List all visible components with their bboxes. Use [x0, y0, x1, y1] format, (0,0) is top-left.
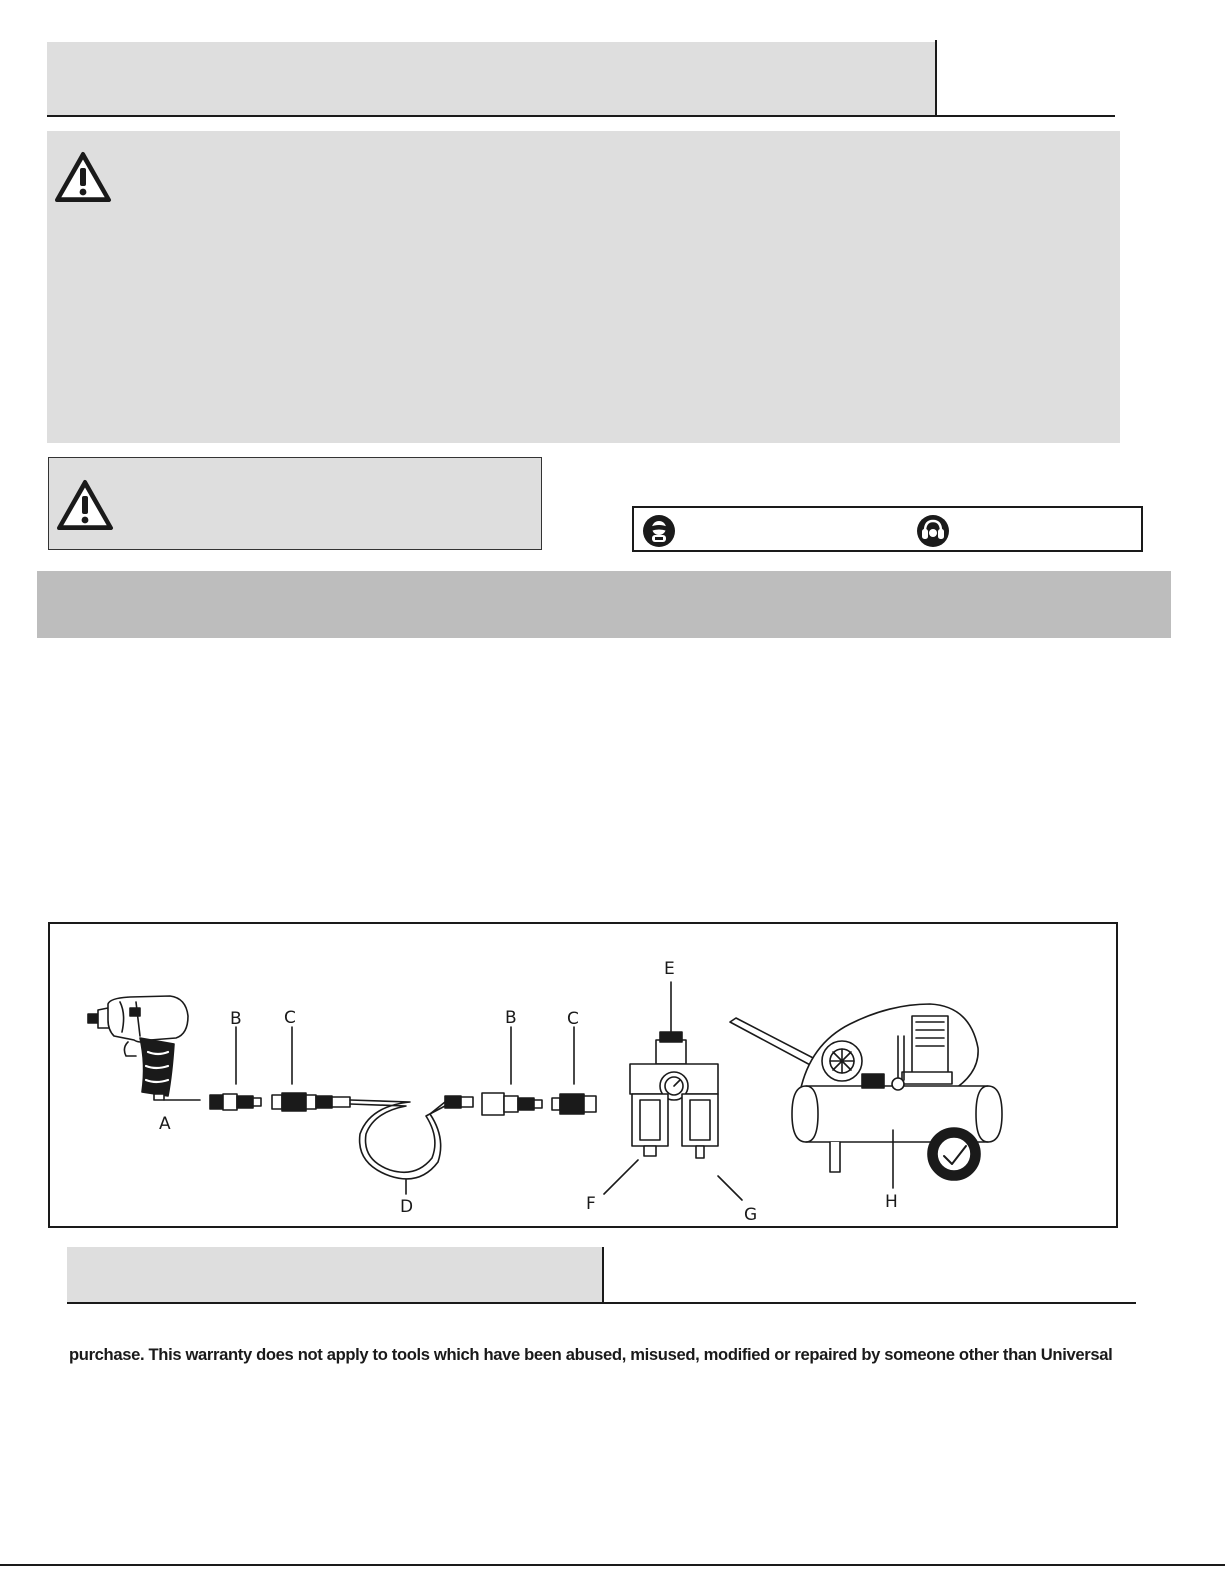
part-label-b: B: [230, 1009, 242, 1029]
header-band: [47, 42, 935, 116]
part-label-c: C: [284, 1008, 296, 1028]
part-label-a: A: [159, 1114, 171, 1134]
air-compressor-illustration: [730, 1004, 1002, 1188]
coupler-illustration: [552, 1094, 596, 1114]
ear-protection-icon: [916, 514, 950, 548]
header-divider: [935, 40, 937, 117]
impact-wrench-illustration: [88, 996, 188, 1100]
male-plug-illustration: [210, 1094, 261, 1110]
header-rule: [47, 115, 1115, 117]
warning-triangle-icon: [56, 478, 114, 532]
coupler-illustration: [272, 1093, 316, 1111]
part-label-f: F: [586, 1194, 596, 1214]
warranty-text: purchase. This warranty does not apply to tools which have been abused, misused, modified or repaired by someone other than Universal: [69, 1345, 1113, 1364]
part-label-d: D: [400, 1197, 414, 1217]
part-label-e: E: [664, 959, 675, 979]
footer-rule: [0, 1564, 1225, 1566]
part-label-h: H: [885, 1192, 898, 1212]
part-label-b: B: [505, 1008, 517, 1028]
warranty-rule: [67, 1302, 1136, 1304]
caution-box: [48, 457, 542, 550]
warning-triangle-icon: [54, 150, 112, 204]
air-hose-illustration: [316, 1096, 473, 1179]
frl-unit-illustration: [630, 1032, 718, 1158]
section-band: [37, 571, 1171, 638]
warranty-band: [67, 1247, 602, 1303]
ppe-box: [632, 506, 1143, 552]
part-label-c: C: [567, 1009, 579, 1029]
part-label-g: G: [744, 1205, 758, 1225]
male-plug-illustration: [482, 1093, 542, 1115]
assembly-diagram: [50, 924, 1116, 1226]
warning-panel: [47, 131, 1120, 443]
eye-protection-icon: [642, 514, 676, 548]
warranty-divider: [602, 1247, 604, 1304]
